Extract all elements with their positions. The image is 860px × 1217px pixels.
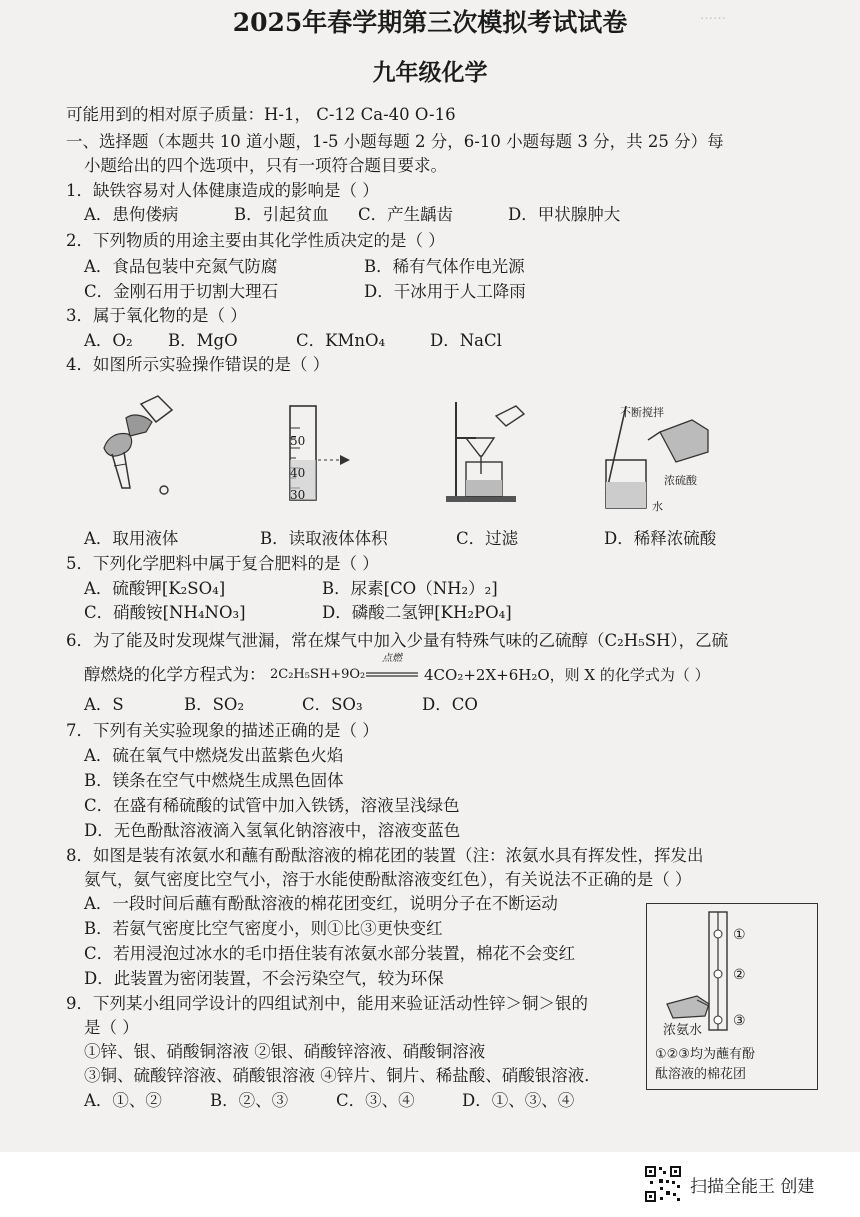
q3-stem: 3．属于氧化物的是（ ） [66, 306, 247, 325]
q3-option-a: A．O₂ [84, 331, 133, 350]
figure-read-volume [270, 402, 360, 502]
q7-option-a: A．硫在氧气中燃烧发出蓝紫色火焰 [84, 746, 344, 765]
q9-option-b: B．②、③ [210, 1091, 289, 1110]
q4-option-b: B．读取液体体积 [260, 529, 388, 548]
scanner-app-label: 扫描全能王 创建 [690, 1176, 815, 1197]
q6-option-d: D．CO [422, 695, 478, 714]
q8-stem-line2: 氨气，氨气密度比空气小，溶于水能使酚酞溶液变红色），有关说法不正确的是（ ） [84, 870, 692, 889]
atomic-masses: 可能用到的相对原子质量：H-1， C-12 Ca-40 O-16 [66, 105, 456, 124]
figure-caption-line2: 酞溶液的棉花团 [655, 1067, 747, 1082]
page-subtitle: 九年级化学 [372, 59, 488, 86]
q7-option-d: D．无色酚酞溶液滴入氢氧化钠溶液中，溶液变蓝色 [84, 821, 461, 840]
q1-option-a: A．患佝偻病 [84, 205, 179, 224]
q6-equation-condition: 点燃 [382, 653, 402, 664]
q3-option-c: C．KMnO₄ [296, 331, 386, 350]
section-heading: 一、选择题（本题共 10 道小题，1-5 小题每题 2 分，6-10 小题每题 3 分，共 25 分）每 [66, 132, 724, 151]
label-stir: 不断搅拌 [620, 406, 664, 419]
q4-option-d: D．稀释浓硫酸 [604, 529, 717, 548]
q4-option-a: A．取用液体 [84, 529, 179, 548]
q1-stem: 1．缺铁容易对人体健康造成的影响是（ ） [66, 181, 379, 200]
page-title: 2025年春学期第三次模拟考试试卷 [232, 8, 628, 37]
q6-equation-right: 4CO₂+2X+6H₂O，则 X 的化学式为（ ） [424, 666, 710, 684]
q9-groups-line1: ①锌、银、硝酸铜溶液 ②银、硝酸锌溶液、硝酸铜溶液 [84, 1042, 486, 1061]
qr-code-icon [644, 1165, 682, 1203]
q9-option-c: C．③、④ [336, 1091, 415, 1110]
marker-1: ① [733, 927, 746, 943]
q9-option-d: D．①、③、④ [462, 1091, 575, 1110]
q1-option-b: B．引起贫血 [234, 205, 329, 224]
section-instruction: 小题给出的四个选项中，只有一项符合题目要求。 [84, 156, 447, 175]
scale-30: 30 [290, 488, 306, 502]
q5-option-c: C．硝酸铵[NH₄NO₃] [84, 603, 246, 622]
q3-option-d: D．NaCl [430, 331, 502, 350]
q2-stem: 2．下列物质的用途主要由其化学性质决定的是（ ） [66, 231, 445, 250]
q9-stem-line1: 9．下列某小组同学设计的四组试剂中，能用来验证活动性锌＞铜＞银的 [66, 994, 588, 1013]
q5-stem: 5．下列化学肥料中属于复合肥料的是（ ） [66, 554, 379, 573]
q6-stem-line1: 6．为了能及时发现煤气泄漏，常在煤气中加入少量有特殊气味的乙硫醇（C₂H₅SH），乙硫 [66, 631, 729, 650]
scale-50: 50 [290, 434, 306, 448]
label-water: 水 [652, 500, 663, 513]
scanner-watermark [644, 1163, 814, 1205]
q4-stem: 4．如图所示实验操作错误的是（ ） [66, 355, 330, 374]
q5-option-d: D．磷酸二氢钾[KH₂PO₄] [322, 603, 512, 622]
q8-option-c: C．若用浸泡过冰水的毛巾捂住装有浓氨水部分装置，棉花不会变红 [84, 944, 576, 963]
q9-stem-line2: 是（ ） [84, 1018, 139, 1037]
q6-option-c: C．SO₃ [302, 695, 363, 714]
q9-option-a: A．①、② [84, 1091, 162, 1110]
figure-take-liquid [86, 392, 186, 502]
q8-option-a: A．一段时间后蘸有酚酞溶液的棉花团变红，说明分子在不断运动 [84, 894, 558, 913]
q4-option-c: C．过滤 [456, 529, 519, 548]
q8-stem-line1: 8．如图是装有浓氨水和蘸有酚酞溶液的棉花团的装置（注：浓氨水具有挥发性，挥发出 [66, 846, 704, 865]
q3-option-b: B．MgO [168, 331, 238, 350]
q7-stem: 7．下列有关实验现象的描述正确的是（ ） [66, 721, 379, 740]
q1-option-d: D．甲状腺肿大 [508, 205, 621, 224]
q6-option-b: B．SO₂ [184, 695, 245, 714]
q6-option-a: A．S [84, 695, 124, 714]
q6-stem-prefix: 醇燃烧的化学方程式为： [84, 665, 266, 684]
q6-equation-left: 2C₂H₅SH+9O₂ [270, 667, 366, 682]
figure-filtration [440, 396, 550, 506]
q2-option-b: B．稀有气体作电光源 [364, 257, 525, 276]
q7-option-c: C．在盛有稀硫酸的试管中加入铁锈，溶液呈浅绿色 [84, 796, 460, 815]
q5-option-a: A．硫酸钾[K₂SO₄] [84, 579, 226, 598]
q2-option-a: A．食品包装中充氮气防腐 [84, 257, 278, 276]
marker-2: ② [733, 967, 746, 983]
label-ammonia: 浓氨水 [663, 1023, 703, 1038]
q2-option-c: C．金刚石用于切割大理石 [84, 282, 279, 301]
q2-option-d: D．干冰用于人工降雨 [364, 282, 526, 301]
q8-option-d: D．此装置为密闭装置，不会污染空气，较为环保 [84, 969, 444, 988]
q5-option-b: B．尿素[CO（NH₂）₂] [322, 579, 498, 598]
scale-40: 40 [290, 466, 306, 480]
q7-option-b: B．镁条在空气中燃烧生成黑色固体 [84, 771, 344, 790]
q9-groups-line2: ③铜、硫酸锌溶液、硝酸银溶液 ④锌片、铜片、稀盐酸、硝酸银溶液． [84, 1066, 601, 1085]
reaction-arrow-icon [366, 672, 418, 678]
bleed-through-mark: …… [700, 8, 726, 23]
q8-option-b: B．若氨气密度比空气密度小，则①比③更快变红 [84, 919, 443, 938]
q8-apparatus-figure [646, 903, 818, 1090]
marker-3: ③ [733, 1013, 746, 1029]
figure-caption-line1: ①②③均为蘸有酚 [655, 1047, 755, 1062]
q1-option-c: C．产生龋齿 [358, 205, 454, 224]
label-acid: 浓硫酸 [664, 474, 697, 487]
